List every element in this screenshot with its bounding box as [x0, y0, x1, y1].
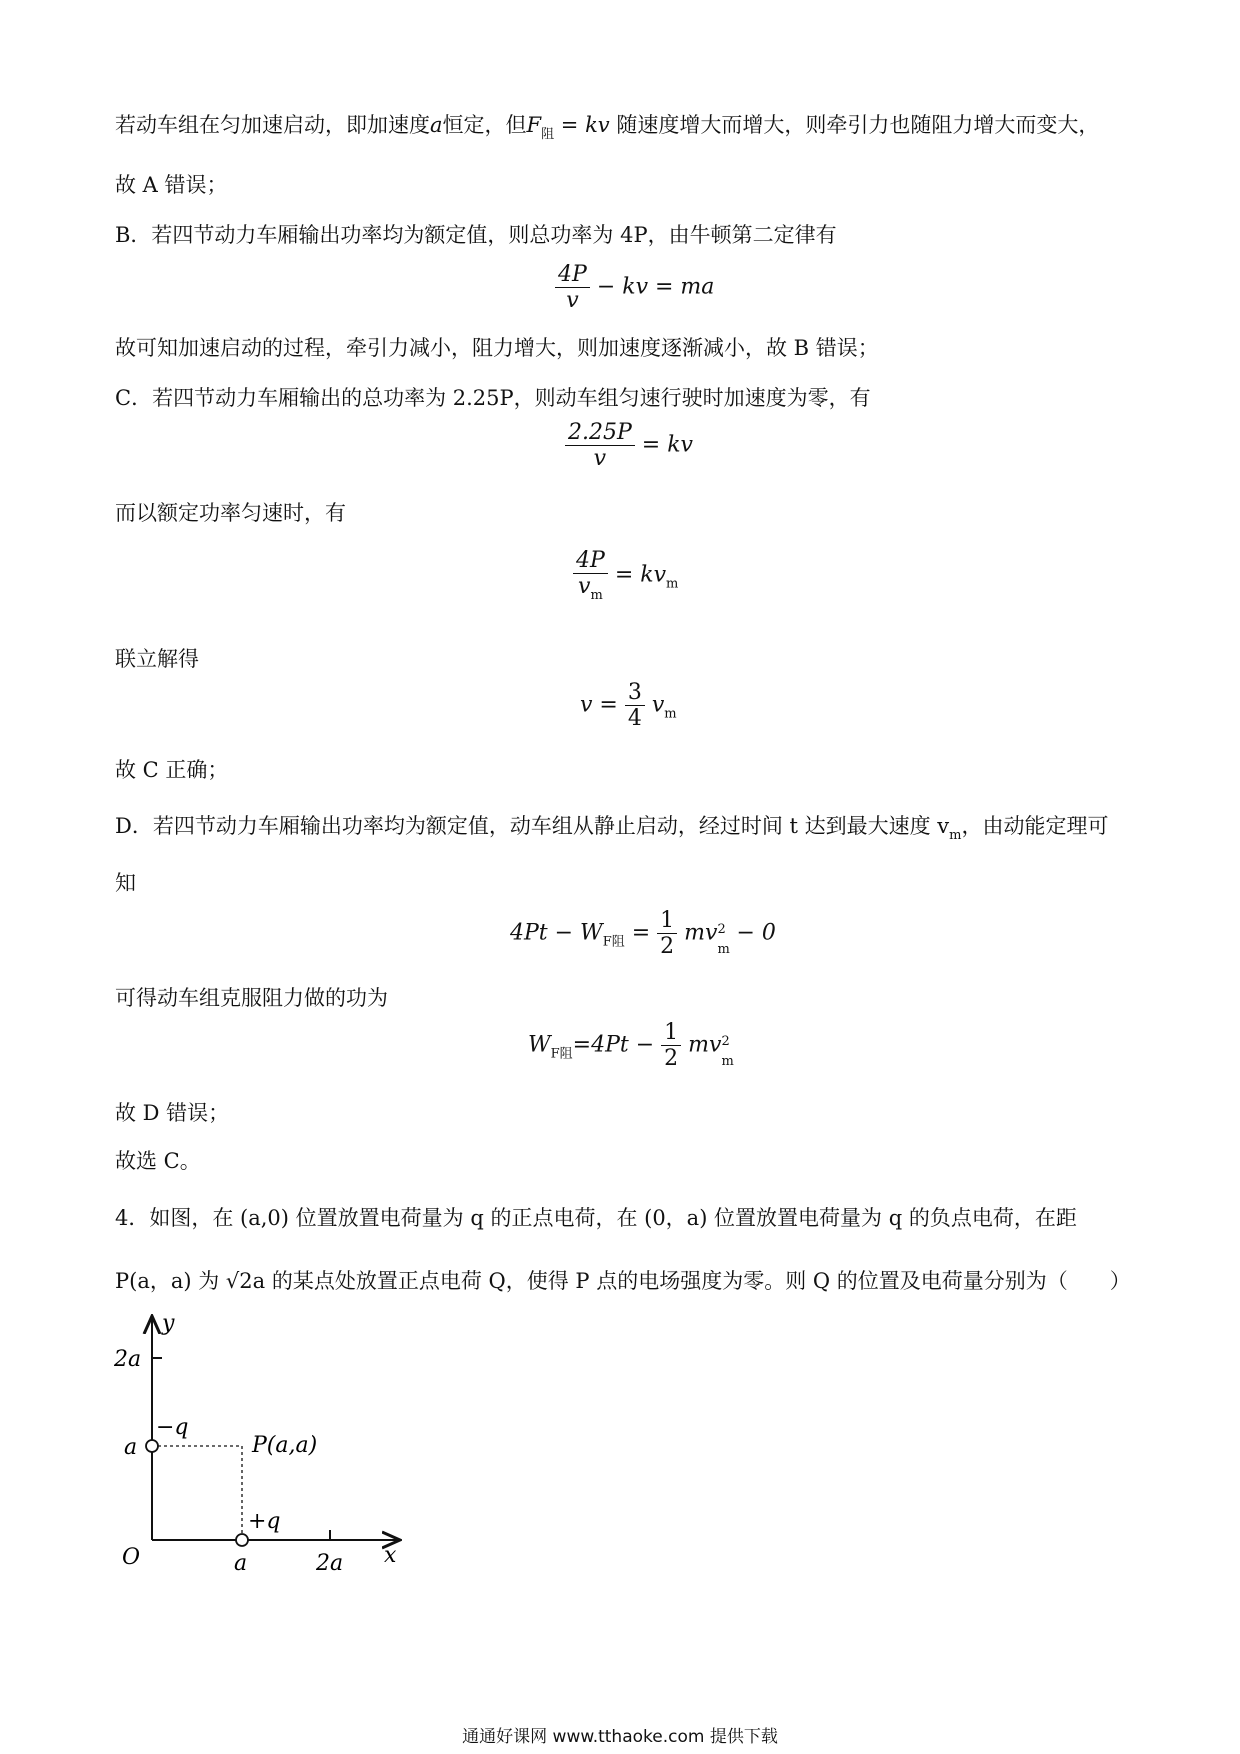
- x-axis-label: x: [384, 1543, 397, 1568]
- y-tick-a-label: a: [124, 1435, 138, 1460]
- superscript: 2: [717, 921, 726, 937]
- numerator: 4P: [555, 262, 590, 288]
- text-line: B．若四节动力车厢输出功率均为额定值，则总功率为 4P，由牛顿第二定律有: [115, 223, 837, 247]
- question-4-line-1: 4．如图，在 (a,0) 位置放置电荷量为 q 的正点电荷，在 (0，a) 位置放置电荷量为 q 的负点电荷，在距: [115, 1206, 1077, 1230]
- equation-rest: v: [651, 692, 665, 718]
- text-line: 故选 C。: [115, 1149, 201, 1173]
- denominator: v: [593, 446, 607, 471]
- equation-rest: − kv = ma: [596, 274, 715, 300]
- numerator: 3: [625, 680, 645, 706]
- denominator-var: v: [578, 574, 591, 599]
- equation-left: W: [528, 1032, 551, 1058]
- text: 若动车组在匀加速启动，即加速度: [115, 113, 430, 137]
- superscript: 2: [721, 1033, 730, 1049]
- subscript: m: [590, 588, 603, 603]
- equals: =: [631, 920, 651, 946]
- equation-rest: = kv: [641, 432, 693, 458]
- x-tick-a-label: a: [234, 1551, 248, 1576]
- equation-rest: mv: [684, 920, 718, 946]
- equation-rest: mv: [688, 1032, 722, 1058]
- text: 恒定，但: [442, 113, 527, 137]
- text-line: 知: [115, 871, 136, 895]
- text: D．若四节动力车厢输出功率均为额定值，动车组从静止启动，经过时间 t 达到最大速度 v: [115, 814, 950, 838]
- text-line: 故 C 正确；: [115, 758, 229, 782]
- equation-left: 4Pt − W: [510, 920, 603, 946]
- y-axis-label: y: [162, 1311, 175, 1336]
- text-line: 故 A 错误；: [115, 173, 228, 197]
- equation: = kv: [554, 113, 617, 137]
- denominator: 2: [660, 934, 675, 959]
- subscript: m: [717, 941, 730, 957]
- text-line: 联立解得: [115, 647, 199, 671]
- numerator: 4P: [573, 548, 608, 574]
- text-line: 而以额定功率匀速时，有: [115, 501, 346, 525]
- equation-rest: = kv: [614, 562, 666, 588]
- subscript: m: [721, 1053, 734, 1069]
- numerator: 1: [657, 908, 677, 934]
- equation-mid: =4Pt −: [572, 1032, 655, 1058]
- negative-charge-label: −q: [156, 1415, 189, 1440]
- text: ，由动能定理可: [961, 814, 1109, 838]
- equation-left: v =: [580, 692, 618, 718]
- subscript: m: [949, 828, 962, 843]
- subscript: m: [666, 576, 679, 592]
- text-line: C．若四节动力车厢输出的总功率为 2.25P，则动车组匀速行驶时加速度为零，有: [115, 386, 871, 410]
- numerator: 1: [661, 1020, 681, 1046]
- text: 随速度增大而增大，则牵引力也随阻力增大而变大，: [616, 113, 1100, 137]
- x-tick-2a-label: 2a: [316, 1551, 344, 1576]
- subscript: F阻: [550, 1046, 573, 1062]
- text-line: 故 D 错误；: [115, 1101, 230, 1125]
- var-F: F: [526, 113, 542, 137]
- equation-tail: − 0: [729, 920, 776, 946]
- var-a: a: [430, 113, 443, 137]
- denominator: 4: [627, 706, 642, 731]
- denominator: v: [566, 288, 579, 313]
- origin-label: O: [122, 1545, 141, 1570]
- subscript: F阻: [602, 934, 625, 950]
- footer-watermark: 通通好课网 www.tthaoke.com 提供下载: [462, 1727, 778, 1747]
- subscript: 阻: [541, 127, 555, 142]
- numerator: 2.25P: [565, 420, 635, 446]
- text-line: 故可知加速启动的过程，牵引力减小，阻力增大，则加速度逐渐减小，故 B 错误；: [115, 336, 879, 360]
- positive-charge-label: +q: [248, 1509, 281, 1534]
- point-P-label: P(a,a): [252, 1433, 318, 1458]
- subscript: m: [664, 706, 677, 722]
- negative-charge-marker: [146, 1440, 158, 1452]
- question-4-line-2: P(a，a) 为 √2a 的某点处放置正点电荷 Q，使得 P 点的电场强度为零。则 Q 的位置及电荷量分别为（ ）: [115, 1269, 1131, 1293]
- y-tick-2a-label: 2a: [114, 1347, 142, 1372]
- text-line: 可得动车组克服阻力做的功为: [115, 986, 388, 1010]
- positive-charge-marker: [236, 1534, 248, 1546]
- denominator: 2: [664, 1046, 679, 1071]
